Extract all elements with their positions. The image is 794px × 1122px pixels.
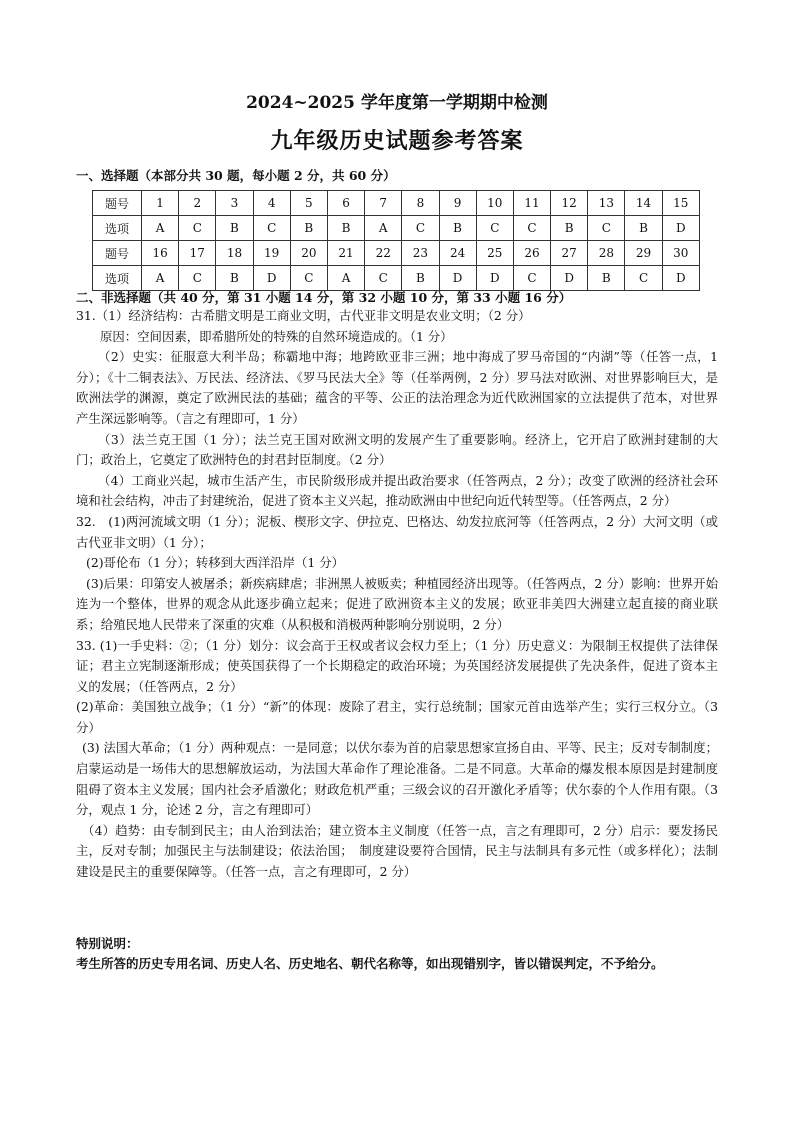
answer-table-cell: 5 [290,191,327,216]
answer-table-cell: 27 [551,241,588,266]
answer-table-row [93,266,700,291]
answer-table-cell: 8 [402,191,439,216]
answer-table-row-label: 题号 [93,191,142,216]
answer-table-cell: 25 [476,241,513,266]
q32-part3: (3)后果：印第安人被屠杀；新疾病肆虐；非洲黑人被贩卖；种植园经济出现等。（任答两点，2 分）影响：世界开始连为一个整体，世界的观念从此逐步确立起来；促进了欧洲资本主义的发展；欧亚非美四大洲建立起直接的商业联系；给殖民地人民带来了深重的灾难（从积极和消极两种影响分别说明，2 分） [76,575,718,632]
answer-table-cell: 3 [216,191,253,216]
answer-table-cell: B [551,216,588,241]
answer-table-cell: C [588,216,625,241]
answer-table-cell: C [476,216,513,241]
q32-part2: (2)哥伦布（1 分）；转移到大西洋沿岸（1 分） [86,555,345,571]
answer-table-cell: 4 [253,191,290,216]
answer-table-cell: B [327,216,364,241]
answer-table-cell: 12 [551,191,588,216]
answer-table-cell: 20 [290,241,327,266]
answer-table-cell: C [253,216,290,241]
answer-table-row-label: 选项 [93,266,142,291]
special-note-heading: 特别说明： [76,936,139,951]
answer-table-cell: B [439,216,476,241]
answer-table-cell: 1 [142,191,179,216]
answer-key-title: 九年级历史试题参考答案 [270,128,524,154]
answer-table-cell: D [253,266,290,291]
answer-table-cell: C [402,216,439,241]
answer-table-cell: C [365,266,402,291]
answer-table-cell: A [365,216,402,241]
answer-table-cell: 26 [513,241,550,266]
answer-table-row [93,241,700,266]
answer-table-cell: B [216,266,253,291]
answer-table-cell: A [142,266,179,291]
q33-part2: (2)革命：美国独立战争；（1 分）“新”的体现：废除了君主，实行总统制；国家元首由选举产生；实行三权分立。（3 分） [76,699,718,735]
answer-table-cell: 16 [142,241,179,266]
q31-part1-reason: 原因：空间因素，即希腊所处的特殊的自然环境造成的。（1 分） [100,328,453,344]
answer-table [92,190,700,291]
q32-part1: 32. (1)两河流域文明（1 分）；泥板、楔形文字、伊拉克、巴格达、幼发拉底河等（任答两点，2 分）大河文明（或古代亚非文明）（1 分）； [76,513,718,550]
answer-table-row [93,191,700,216]
answer-table-cell: D [662,266,699,291]
answer-table-row-label: 选项 [93,216,142,241]
answer-table-cell: 14 [625,191,662,216]
answer-table-row-label: 题号 [93,241,142,266]
answers-body [76,306,718,883]
answer-table-cell: C [513,266,550,291]
answer-table-cell: C [625,266,662,291]
answer-table-cell: 28 [588,241,625,266]
section1-heading: 一、选择题（本部分共 30 题，每小题 2 分，共 60 分） [76,168,396,183]
answer-table-cell: 21 [327,241,364,266]
answer-table-cell: 15 [662,191,699,216]
answer-table-cell: C [513,216,550,241]
answer-table-cell: 6 [327,191,364,216]
q31-part3: （3）法兰克王国（1 分）；法兰克王国对欧洲文明的发展产生了重要影响。经济上，它开启了欧洲封建制的大门；政治上，它奠定了欧洲特色的封君封臣制度。（2 分） [76,431,718,468]
answer-table-cell: C [290,266,327,291]
q31-part2: （2）史实：征服意大利半岛；称霸地中海；地跨欧亚非三洲；地中海成了罗马帝国的“内湖”等（任答一点，1 分）；《十二铜表法》、万民法、经济法、《罗马民法大全》等（任举两例，2 分）罗马法对欧洲、对世界影响巨大，是欧洲法学的渊源，奠定了欧洲民法的基础；蕴含的平等、公正的法治理念为近代欧洲国家的立法提供了范本，对世界产生深远影响等。（言之有理即可，1 分） [76,349,718,426]
answer-table-cell: B [588,266,625,291]
answer-table-cell: 2 [179,191,216,216]
answer-table-cell: C [179,266,216,291]
answer-table-cell: 10 [476,191,513,216]
answer-table-cell: 9 [439,191,476,216]
q31-part1: 31.（1）经济结构：古希腊文明是工商业文明，古代亚非文明是农业文明；（2 分） [76,308,531,323]
q33-part1: 33. (1)一手史料：②；（1 分）划分：议会高于王权或者议会权力至上；（1 分）历史意义：为限制王权提供了法律保证；君主立宪制逐渐形成；使英国获得了一个长期稳定的政治环境；为英国经济发展提供了先决条件，促进了资本主义的发展；（任答两点，2 分） [76,637,718,694]
answer-table-cell: 22 [365,241,402,266]
answer-table-cell: 29 [625,241,662,266]
answer-table-row [93,216,700,241]
answer-table-cell: D [476,266,513,291]
q33-part4: （4）趋势：由专制到民主；由人治到法治；建立资本主义制度（任答一点，言之有理即可，2 分）启示：要发扬民主，反对专制；加强民主与法制建设；依法治国； 制度建设要符合国情，民主与法制具有多元性（或多样化）；法制建设是民主的重要保障等。（任答一点，言之有理即可，2 分） [76,822,718,880]
answer-table-cell: 19 [253,241,290,266]
answer-table-cell: 11 [513,191,550,216]
answer-table-cell: D [551,266,588,291]
answer-table-cell: A [142,216,179,241]
answer-table-cell: B [216,216,253,241]
answer-table-cell: 7 [365,191,402,216]
answer-table-cell: 24 [439,241,476,266]
answer-table-cell: B [290,216,327,241]
answer-table-cell: D [662,216,699,241]
q33-part3: (3) 法国大革命；（1 分）两种观点：一是同意；以伏尔泰为首的启蒙思想家宣扬自由、平等、民主；反对专制制度；启蒙运动是一场伟大的思想解放运动，为法国大革命作了理论准备。二是不同意。大革命的爆发根本原因是封建制度阻碍了资本主义发展；国内社会矛盾激化；财政危机严重；三级会议的召开激化矛盾等；伏尔泰的个人作用有限。（3 分，观点 1 分，论述 2 分，言之有理即可） [76,740,718,818]
answer-table-cell: 17 [179,241,216,266]
answer-table-cell: 13 [588,191,625,216]
answer-table-cell: A [327,266,364,291]
answer-table-cell: C [179,216,216,241]
answer-table-cell: 23 [402,241,439,266]
answer-table-cell: 30 [662,241,699,266]
exam-title: 2024~2025 学年度第一学期期中检测 [246,93,548,113]
answer-table-cell: D [439,266,476,291]
special-note-body: 考生所答的历史专用名词、历史人名、历史地名、朝代名称等，如出现错别字，皆以错误判定，不予给分。 [76,956,664,971]
answer-table-cell: 18 [216,241,253,266]
section2-heading: 二、非选择题（共 40 分，第 31 小题 14 分，第 32 小题 10 分，第 33 小题 16 分） [76,290,572,305]
answer-table-cell: B [625,216,662,241]
q31-part4: （4）工商业兴起，城市生活产生，市民阶级形成并提出政治要求（任答两点，2 分）；改变了欧洲的经济社会环境和社会结构，冲击了封建统治，促进了资本主义兴起，推动欧洲由中世纪向近代转型等。（任答两点，2 分） [76,472,718,509]
answer-table-cell: B [402,266,439,291]
